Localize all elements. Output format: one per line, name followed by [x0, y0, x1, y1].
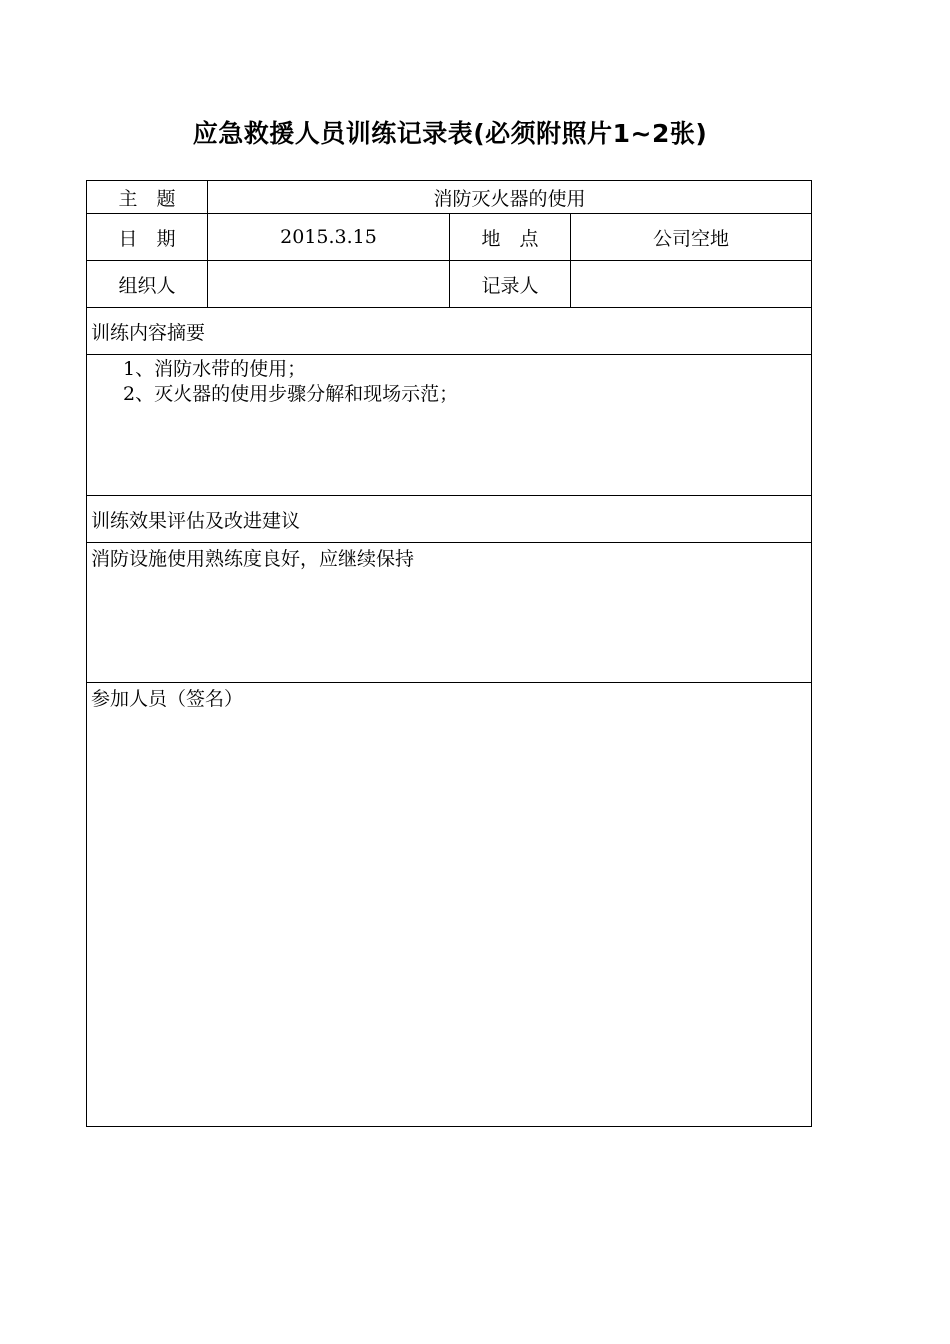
subject-row [87, 181, 812, 214]
organizer-value[interactable] [208, 261, 450, 308]
evaluation-content-row [87, 543, 812, 683]
recorder-value[interactable] [571, 261, 812, 308]
evaluation-content[interactable] [87, 543, 812, 683]
participants-cell[interactable] [87, 683, 812, 1127]
evaluation-label: 训练效果评估及改进建议 [87, 496, 812, 543]
summary-line-2: 2、灭火器的使用步骤分解和现场示范； [123, 383, 459, 405]
participants-row [87, 683, 812, 1127]
summary-header-row [87, 308, 812, 355]
summary-content-row [87, 355, 812, 496]
participants-label: 参加人员（签名） [91, 688, 244, 710]
summary-label: 训练内容摘要 [87, 308, 812, 355]
location-value[interactable]: 公司空地 [571, 214, 812, 261]
date-value[interactable]: 2015.3.15 [208, 214, 450, 261]
evaluation-header-row [87, 496, 812, 543]
date-location-row [87, 214, 812, 261]
location-label: 地 点 [450, 214, 571, 261]
subject-label: 主 题 [87, 181, 208, 214]
subject-value[interactable]: 消防灭火器的使用 [208, 181, 812, 214]
training-record-table [86, 180, 812, 1127]
date-label: 日 期 [87, 214, 208, 261]
organizer-label: 组织人 [87, 261, 208, 308]
evaluation-text: 消防设施使用熟练度良好，应继续保持 [91, 548, 415, 570]
form-title: 应急救援人员训练记录表(必须附照片1~2张) [192, 119, 708, 148]
summary-line-1: 1、消防水带的使用； [123, 358, 307, 380]
summary-content[interactable] [87, 355, 812, 496]
organizer-recorder-row [87, 261, 812, 308]
recorder-label: 记录人 [450, 261, 571, 308]
